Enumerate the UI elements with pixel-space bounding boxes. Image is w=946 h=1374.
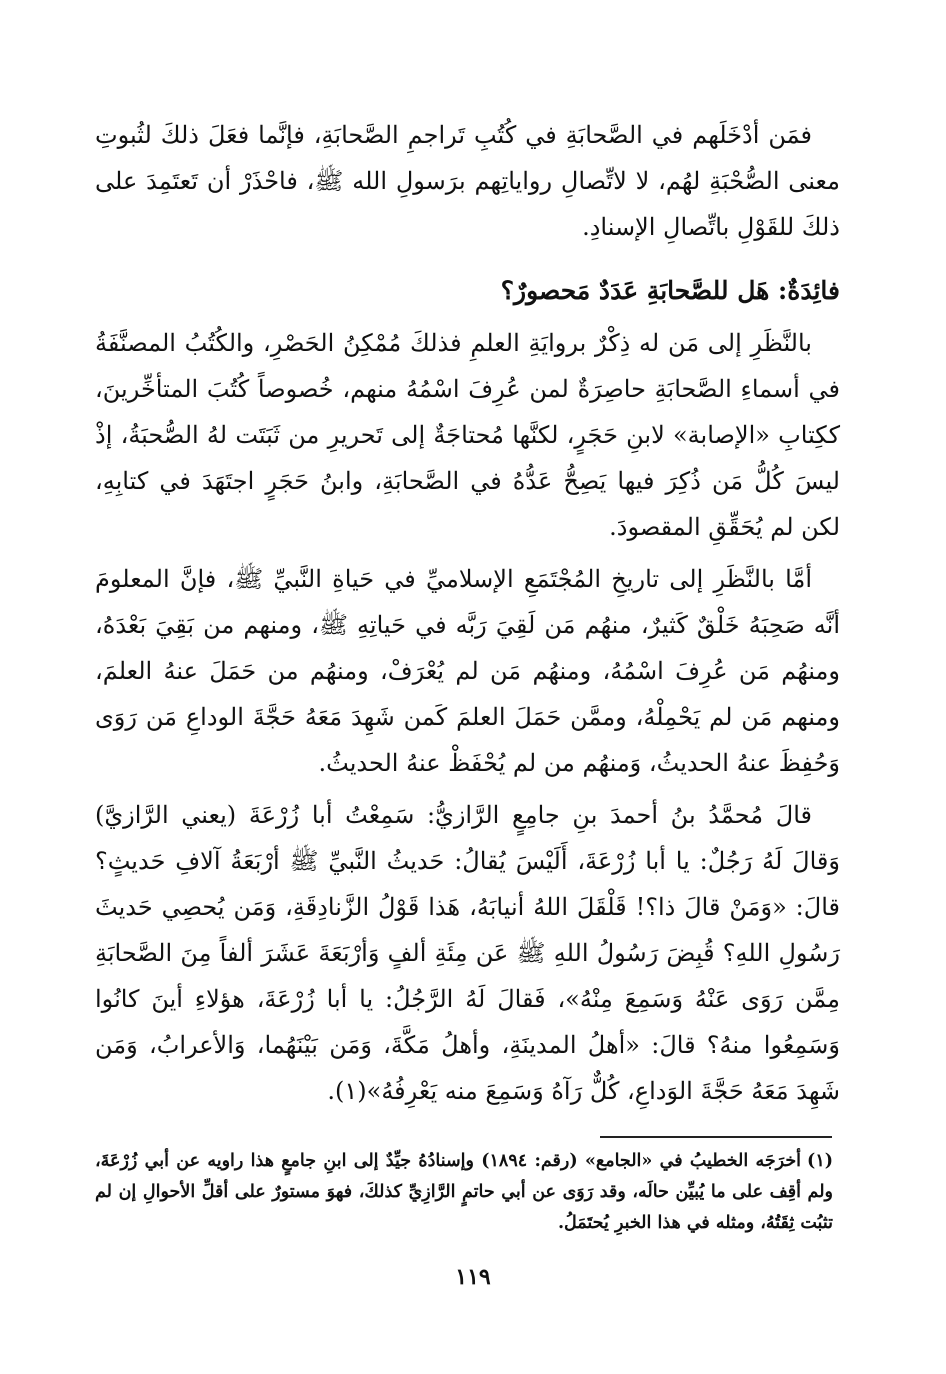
paragraph-4: قالَ مُحمَّدُ بنُ أحمدَ بنِ جامِعٍ الرَّازيُّ: سَمِعْتُ أبا زُرْعَةَ (يعني الرَّازيَّ) وَقالَ لَهُ رَجُلٌ: يا أبا زُرْعَةَ، أَلَيْسَ يُقالُ: حَديثُ النَّبيِّ ﷺ أرْبَعَةُ آلافِ حَديثٍ؟ قالَ: «وَمَنْ قالَ ذا؟! قَلْقَلَ اللهُ أنيابَهُ، هَذا قَوْلُ الزَّنادِقَةِ، وَمَن يُحصِي حَديثَ رَسُولِ اللهِ؟ قُبِضَ رَسُولُ اللهِ ﷺ عَن مِئَةِ ألفٍ وَأرْبَعَةَ عَشَرَ ألفاً مِنَ الصَّحابَةِ مِمَّن رَوَى عَنْهُ وَسَمِعَ مِنْهُ»، فَقالَ لَهُ الرَّجُلُ: يا أبا زُرْعَةَ، هؤلاءِ أينَ كانُوا وَسَمِعُوا منهُ؟ قالَ: «أهلُ المدينَةِ، وأهلُ مَكَّةَ، وَمَن بَيْنَهُما، وَالأعرابُ، وَمَن شَهِدَ مَعَهُ حَجَّةَ الوَداعِ، كُلٌّ رَآهُ وَسَمِعَ منه يَعْرِفُهُ»(١). — [95, 801, 840, 1105]
footnote-divider — [600, 1136, 832, 1138]
paragraph-3: أمَّا بالنَّظَرِ إلى تاريخِ المُجْتَمَعِ الإسلاميِّ في حَياةِ النَّبيِّ ﷺ، فإنَّ المعلومَ أنَّه صَحِبَهُ خَلْقٌ كَثيرٌ، منهُم مَن لَقِيَ رَبَّه في حَياتِهِ ﷺ، ومنهم من بَقِيَ بَعْدَهُ، ومنهُم مَن عُرِفَ اسْمُهُ، ومنهُم مَن لم يُعْرَفْ، ومنهُم من حَمَلَ عنهُ العلمَ، ومنهم مَن لم يَحْمِلْهُ، وممَّن حَمَلَ العلمَ كَمن شَهِدَ مَعَهُ حَجَّةَ الوداعِ مَن رَوَى وَحُفِظَ عنهُ الحديثُ، وَمنهُم من لم يُحْفَظْ عنهُ الحديثُ. — [95, 565, 840, 777]
section-heading: فائِدَةٌ: هَل للصَّحابَةِ عَدَدٌ مَحصورٌ؟ — [500, 276, 840, 305]
footnote-1 — [95, 1146, 833, 1239]
paragraph-2: بالنَّظَرِ إلى مَن له ذِكْرٌ بروايَةِ العلمِ فذلكَ مُمْكِنُ الحَصْرِ، والكُتُبُ المصنَّفَةُ في أسماءِ الصَّحابَةِ حاصِرَةٌ لمن عُرِفَ اسْمُهُ منهم، خُصوصاً كُتُبَ المتأخِّرينَ، ككِتابِ «الإصابة» لابنِ حَجَرٍ، لكنَّها مُحتاجَةٌ إلى تَحريرِ من ثَبَتَت لهُ الصُّحبَةُ، إذْ ليسَ كُلُّ مَن ذُكِرَ فيها يَصِحُّ عَدُّهُ في الصَّحابَةِ، وابنُ حَجَرٍ اجتَهَدَ في كتابِهِ، لكن لم يُحَقِّقِ المقصودَ. — [95, 329, 840, 541]
paragraph-1: فمَن أدْخَلَهم في الصَّحابَةِ في كُتُبِ تَراجمِ الصَّحابَةِ، فإنَّما فعَلَ ذلكَ لثُبوتِ معنى الصُّحْبَةِ لهُم، لا لاتِّصالِ رواياتِهم برَسولِ الله ﷺ، فاحْذَرْ أن تَعتَمِدَ على ذلكَ للقَوْلِ باتِّصالِ الإسنادِ. — [95, 121, 840, 241]
main-text — [95, 112, 840, 1114]
footnote-number: (١) — [807, 1151, 833, 1171]
footnote-text: أخرَجَه الخطيبُ في «الجامع» (رقم: ١٨٩٤) وإسنادُهُ جيِّدٌ إلى ابنِ جامعٍ هذا راويه عن أبي زُرْعَةَ، ولم أقِف على ما يُبيِّن حالَه، وقد رَوَى عن أبي حاتمٍ الرَّازِيِّ كذلكَ، فهوَ مستورٌ على أقلِّ الأحوالِ إن لم تثبُت ثِقَتُهُ، ومثله في هذا الخبرِ يُحتَمَلُ. — [95, 1151, 833, 1233]
page-number: ١١٩ — [455, 1264, 491, 1290]
footnotes — [95, 1146, 833, 1239]
